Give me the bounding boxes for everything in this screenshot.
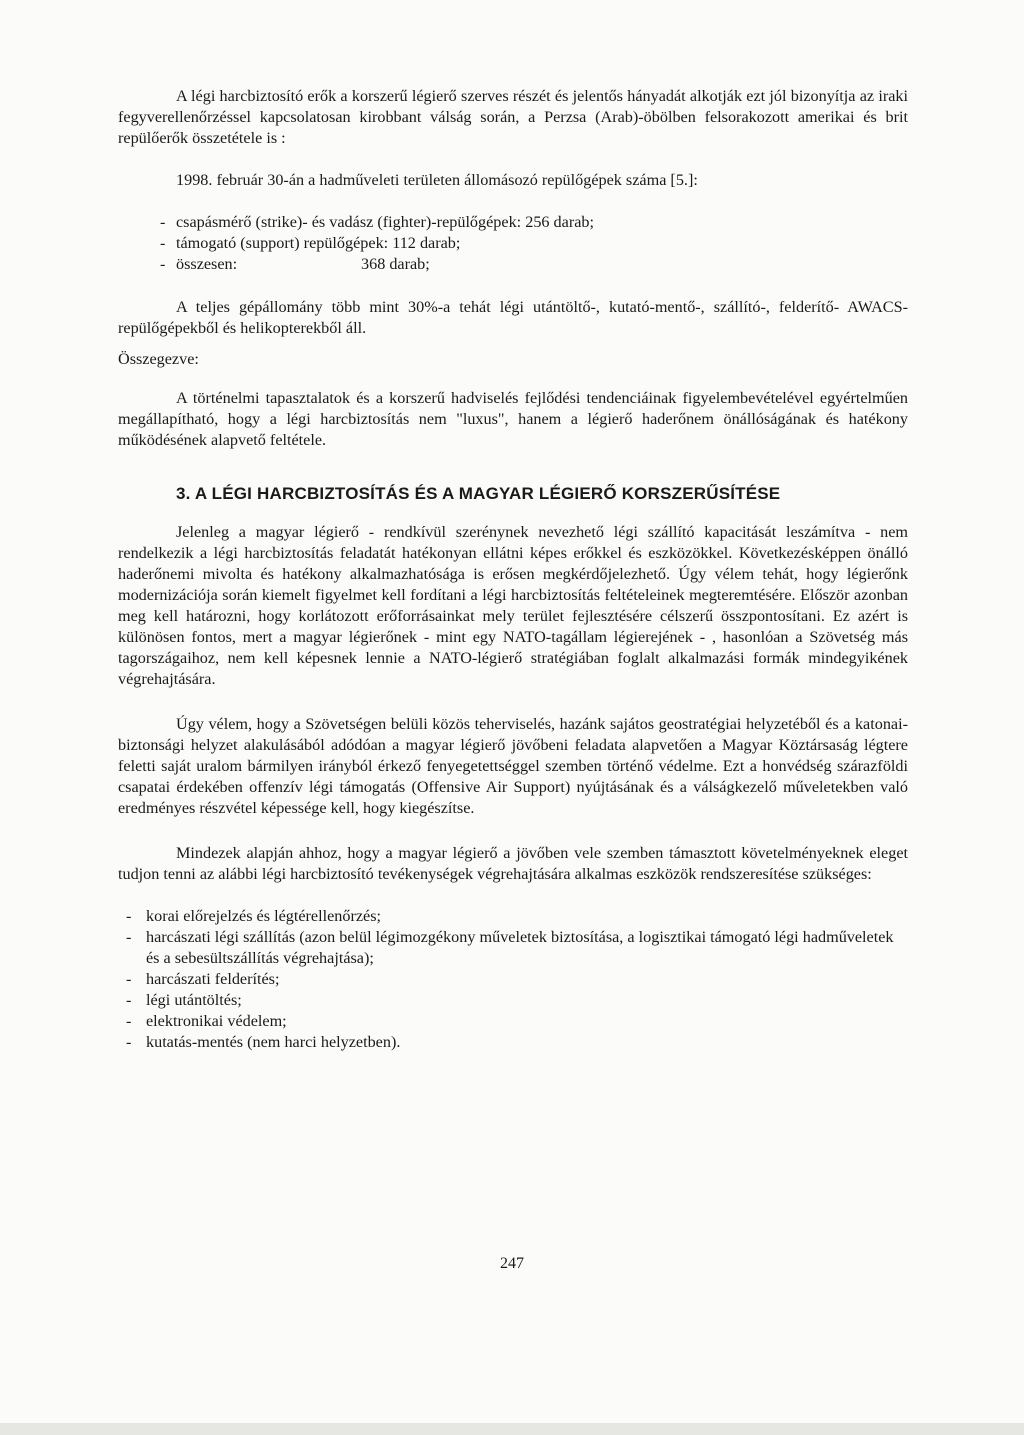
paragraph-opinion: Úgy vélem, hogy a Szövetségen belüli közös teherviselés, hazánk sajátos geostratégiai helyzetéből és a katonai-biztonsági helyzet alakulásából adódóan a magyar légierő jövőbeni feladata alapvetően a Magyar Köztársaság légtere feletti saját uralom bármilyen irányból érkező fenyegetettséggel szemben történő védelme. Ezt a honvédség szárazföldi csapatai érdekében offenzív légi támogatás (Offensive Air Support) nyújtásának és a válságkezelő műveletekben való eredményes részvétel képessége kell, hogy kiegészítse. <box>118 715 908 817</box>
summary-label: Összegezve: <box>118 350 199 368</box>
page-number: 247 <box>500 1255 524 1272</box>
list-item: - harcászati felderítés; <box>118 969 908 990</box>
paragraph-summary: A történelmi tapasztalatok és a korszerű hadviselés fejlődési tendenciáinak figyelembevételével egyértelműen megállapítható, hogy a légi harcbiztosítás nem "luxus", hanem a légierő haderőnem önállóságának és hatékony működésének alapvető feltétele. <box>118 389 908 449</box>
paragraph-date: 1998. február 30-án a hadműveleti területen állomásozó repülőgépek száma [5.]: <box>176 171 698 189</box>
list-item: - csapásmérő (strike)- és vadász (fighter)-repülőgépek: 256 darab; <box>118 212 908 233</box>
list-item: - összesen: 368 darab; <box>118 254 908 275</box>
paragraph-current-state: Jelenleg a magyar légierő - rendkívül szerénynek nevezhető légi szállító kapacitását leszámítva - nem rendelkezik a légi harcbiztosítás feladatát hatékonyan ellátni képes erőkkel és eszközökkel. Következésképpen önálló haderőnemi mivolta és hatékony alkalmazhatósága is erősen megkérdőjelezhető. Úgy vélem tehát, hogy légierőnk modernizációja során kiemelt figyelmet kell fordítani a légi harcbiztosítás feltételeinek megteremtésére. Először azonban meg kell határozni, hogy korlátozott erőforrásainkat mely terület fejlesztésére célszerű összpontosítani. Ez azért is különösen fontos, mert a magyar légierőnek - mint egy NATO-tagállam légierejének - , hasonlóan a Szövetség más tagországaihoz, nem kell képesnek lennie a NATO-légierő stratégiában foglalt alkalmazási formák mindegyikének végrehajtására. <box>118 523 908 688</box>
list-item: - korai előrejelzés és légtérellenőrzés; <box>118 906 908 927</box>
list-item: - támogató (support) repülőgépek: 112 darab; <box>118 233 908 254</box>
paragraph-requirements: Mindezek alapján ahhoz, hogy a magyar légierő a jövőben vele szemben támasztott követelményeknek eleget tudjon tenni az alábbi légi harcbiztosító tevékenységek végrehajtására alkalmas eszközök rendszeresítése szükséges: <box>118 844 908 883</box>
list-item: - kutatás-mentés (nem harci helyzetben). <box>118 1032 908 1053</box>
aircraft-count-list <box>118 212 908 275</box>
page-content <box>118 86 908 1053</box>
list-item: - légi utántöltés; <box>118 990 908 1011</box>
capability-list <box>118 906 908 1053</box>
paragraph-fleet: A teljes gépállomány több mint 30%-a tehát légi utántöltő-, kutató-mentő-, szállító-, felderítő- AWACS- repülőgépekből és helikopterekből áll. <box>118 298 908 337</box>
list-item: - elektronikai védelem; <box>118 1011 908 1032</box>
section-heading: 3. A LÉGI HARCBIZTOSÍTÁS ÉS A MAGYAR LÉGIERŐ KORSZERŰSÍTÉSE <box>176 484 781 503</box>
paragraph-intro: A légi harcbiztosító erők a korszerű légierő szerves részét és jelentős hányadát alkotják ezt jól bizonyítja az iraki fegyverellenőrzéssel kapcsolatosan kirobbant válság során, a Perzsa (Arab)-öbölben felsorakozott amerikai és brit repülőerők összetétele is : <box>118 87 908 147</box>
list-item: - harcászati légi szállítás (azon belül légimozgékony műveletek biztosítása, a logisztikai támogató légi hadműveletek és a sebesültszállítás végrehajtása); <box>118 927 908 969</box>
